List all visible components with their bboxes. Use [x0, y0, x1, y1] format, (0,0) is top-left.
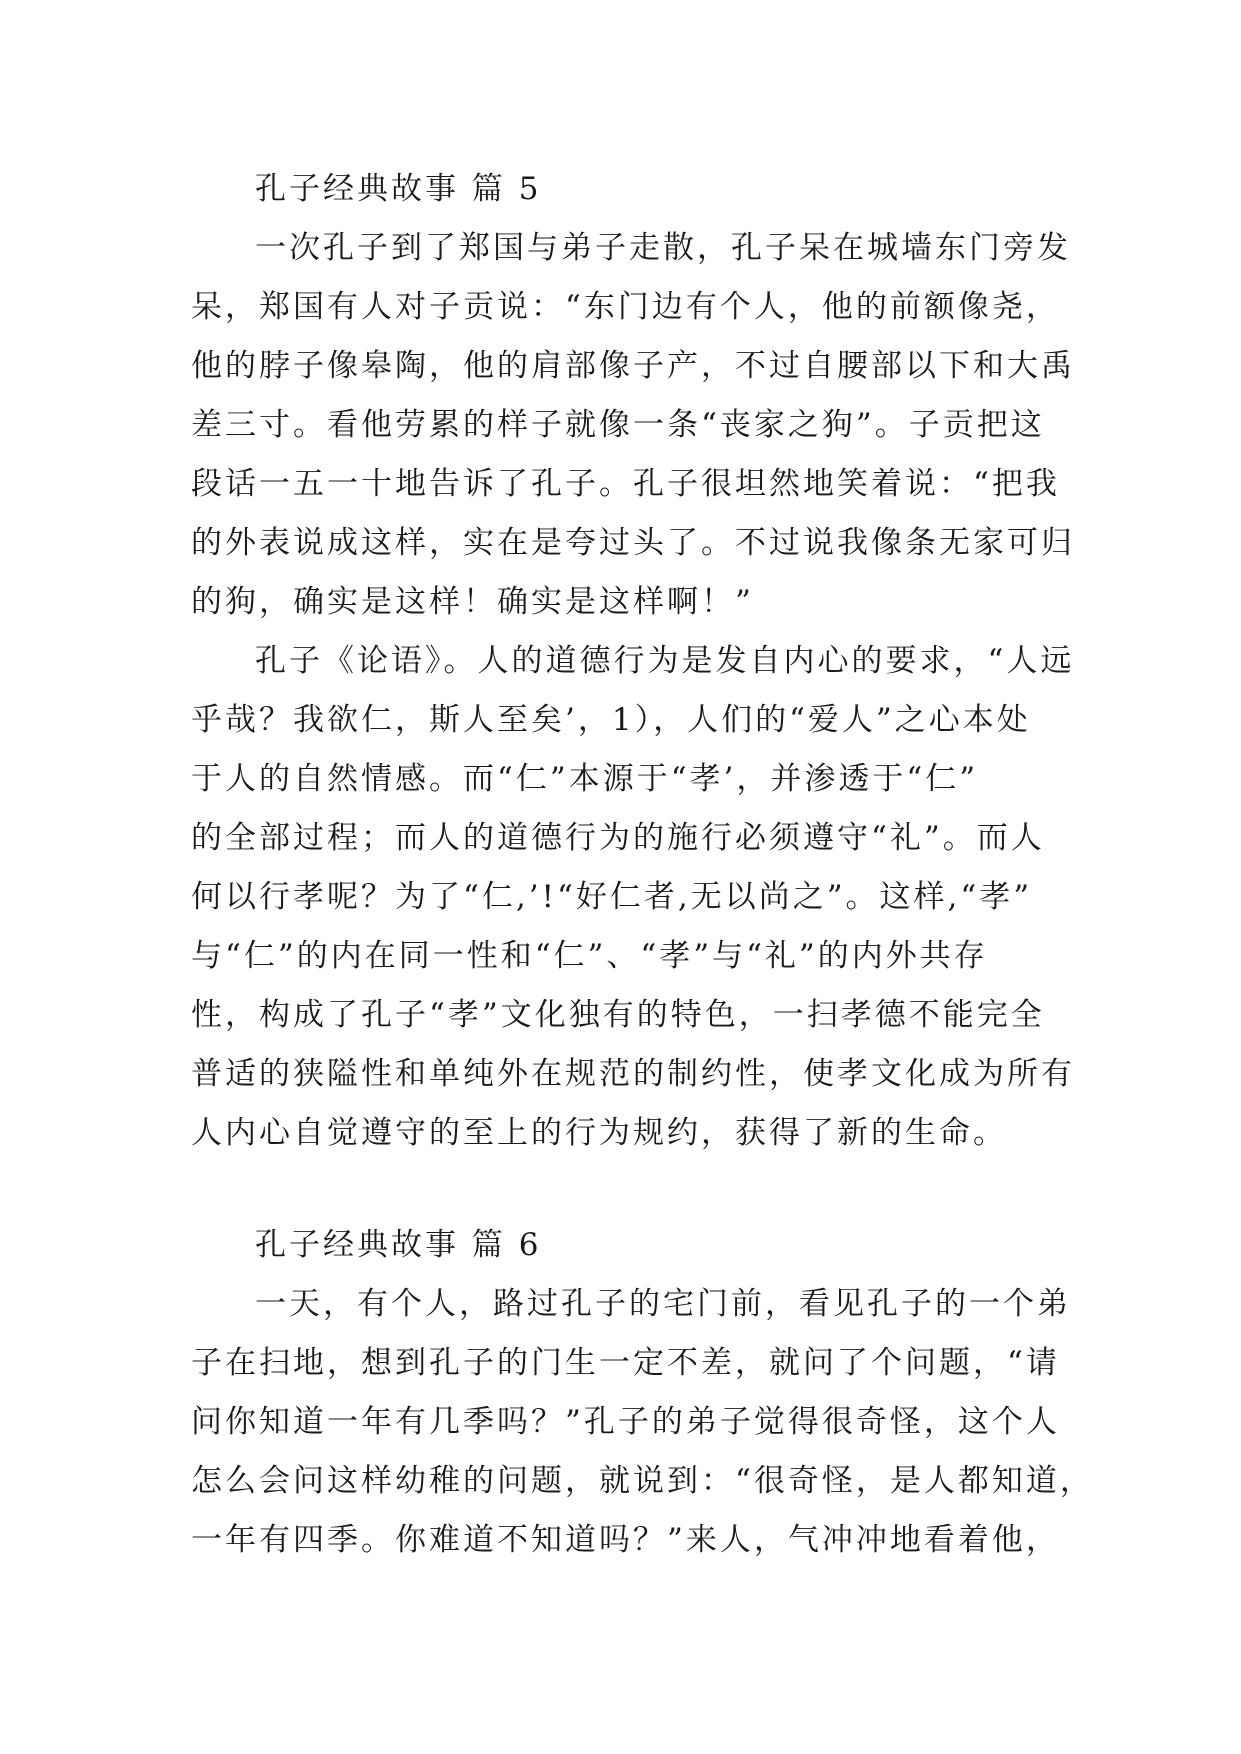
text-line: 与“仁”的内在同一性和“仁”、“孝”与“礼”的内外共存 [191, 938, 988, 974]
text-line: 的全部过程；而人的道德行为的施行必须遵守“礼”。而人 [191, 820, 1045, 856]
text-line: 一年有四季。你难道不知道吗？”来人，气冲冲地看着他， [191, 1522, 1060, 1558]
text-line: 子在扫地，想到孔子的门生一定不差，就问了个问题，“请 [191, 1345, 1060, 1381]
text-line: 乎哉？我欲仁，斯人至矣’，1），人们的“爱人”之心本处 [191, 702, 1031, 738]
text-line: 孔子《论语》。人的道德行为是发自内心的要求，“人远 [255, 643, 1075, 679]
section-heading: 孔子经典故事 篇 6 [255, 1227, 542, 1263]
text-line: 一次孔子到了郑国与弟子走散，孔子呆在城墙东门旁发 [255, 230, 1071, 266]
text-line: 呆，郑国有人对子贡说：“东门边有个人，他的前额像尧， [191, 289, 1060, 325]
section-heading: 孔子经典故事 篇 5 [255, 171, 542, 207]
text-line: 段话一五一十地告诉了孔子。孔子很坦然地笑着说：“把我 [191, 466, 1060, 502]
paragraph [191, 1275, 1094, 1570]
section-story-5 [191, 160, 1075, 1163]
text-line: 差三寸。看他劳累的样子就像一条“丧家之狗”。子贡把这 [191, 407, 1045, 443]
text-line: 他的脖子像皋陶，他的肩部像子产，不过自腰部以下和大禹 [191, 348, 1075, 384]
text-line: 于人的自然情感。而“仁”本源于“孝’，并渗透于“仁” [191, 761, 979, 797]
text-line: 的狗，确实是这样！确实是这样啊！” [191, 584, 754, 620]
text-line: 的外表说成这样，实在是夸过头了。不过说我像条无家可归 [191, 525, 1075, 561]
section-story-6 [191, 1216, 1094, 1570]
text-line: 何以行孝呢？为了“仁,’!“好仁者,无以尚之”。这样,“孝” [191, 879, 1033, 915]
text-line: 怎么会问这样幼稚的问题，就说到：“很奇怪，是人都知道， [191, 1463, 1094, 1499]
text-line: 一天，有个人，路过孔子的宅门前，看见孔子的一个弟 [255, 1286, 1071, 1322]
text-line: 性，构成了孔子“孝”文化独有的特色，一扫孝德不能完全 [191, 997, 1045, 1033]
paragraph [191, 219, 1075, 632]
paragraph [191, 632, 1075, 1163]
text-line: 普适的狭隘性和单纯外在规范的制约性，使孝文化成为所有 [191, 1056, 1075, 1092]
text-line: 人内心自觉遵守的至上的行为规约，获得了新的生命。 [191, 1115, 1007, 1151]
text-line: 问你知道一年有几季吗？”孔子的弟子觉得很奇怪，这个人 [191, 1404, 1060, 1440]
